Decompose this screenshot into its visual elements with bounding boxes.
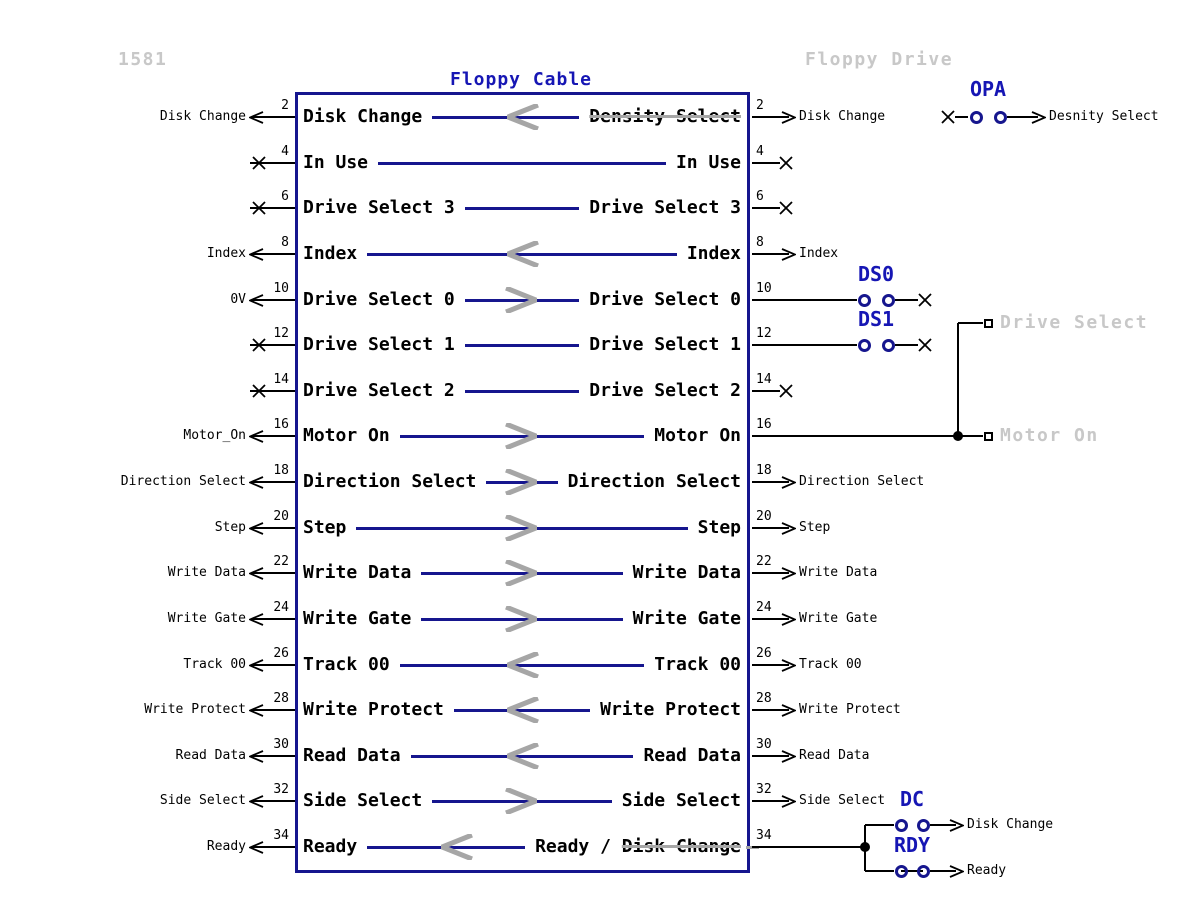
arrow-left-icon (249, 704, 264, 717)
cable-signal-label-right: Drive Select 1 (589, 334, 741, 355)
jumper-label: DS1 (857, 307, 895, 331)
cable-signal-label-left: Side Select (303, 790, 423, 811)
pin-number-left: 6 (281, 189, 289, 204)
arrow-left-icon (249, 795, 264, 808)
jumper-label: DS0 (857, 262, 895, 286)
arrow-left-icon (249, 111, 264, 124)
arrow-left-icon (249, 294, 264, 307)
signal-direction-left-icon (507, 652, 539, 678)
cable-signal-label-left: Write Gate (303, 608, 412, 629)
right-device-header: Floppy Drive (805, 49, 954, 70)
signal-direction-left-icon (507, 743, 539, 769)
terminal-square (984, 432, 993, 441)
cable-signal-label-right (535, 836, 741, 858)
cable-signal-label-right-struck: Disk Change (621, 836, 741, 857)
pin-number-left: 4 (281, 144, 289, 159)
external-signal-label: Direction Select (120, 474, 246, 489)
pin-stub-line (752, 162, 780, 164)
jumper-lead-line (955, 116, 968, 118)
cable-signal-label-right: Track 00 (654, 654, 741, 675)
tap-riser-line (957, 323, 959, 436)
signal-direction-right-icon (505, 423, 537, 449)
no-connect-icon (778, 383, 794, 399)
signal-direction-left-icon (507, 104, 539, 130)
jumper-pin (858, 339, 871, 352)
pin-number-left: 12 (273, 326, 289, 341)
jumper-tail-line (895, 299, 918, 301)
cable-signal-label-left: Index (303, 243, 358, 264)
jumper-pin (895, 865, 908, 878)
external-signal-label: Track 00 (799, 657, 862, 672)
external-signal-label: Motor_On (183, 428, 246, 443)
no-connect-icon (940, 109, 956, 125)
no-connect-icon (778, 155, 794, 171)
jumper-pin (895, 819, 908, 832)
external-signal-label: Read Data (175, 748, 246, 763)
no-connect-icon (778, 200, 794, 216)
external-signal-label: Write Protect (799, 702, 901, 717)
arrow-right-icon (1031, 111, 1046, 124)
pin-number-left: 28 (273, 691, 289, 706)
cable-signal-label-right: Motor On (654, 425, 741, 446)
cable-signal-label-left: Write Data (303, 562, 412, 583)
cable-signal-label-left: Read Data (303, 745, 401, 766)
external-signal-label: Read Data (799, 748, 870, 763)
cable-signal-label-right: Read Data (643, 745, 741, 766)
external-signal-label: Disk Change (967, 817, 1054, 832)
signal-direction-left-icon (441, 834, 473, 860)
no-connect-icon (251, 383, 267, 399)
tap-line (958, 435, 983, 437)
cable-signal-label-right-plain: Ready / (535, 836, 622, 857)
jumper-tail-line (895, 344, 918, 346)
signal-direction-right-icon (505, 606, 537, 632)
external-signal-label: Ready (206, 839, 246, 854)
pin-number-left: 20 (273, 509, 289, 524)
cable-signal-label-left: Step (303, 517, 347, 538)
signal-direction-left-icon (507, 241, 539, 267)
signal-direction-right-icon (505, 560, 537, 586)
branch-line (865, 824, 894, 826)
cable-row (303, 197, 741, 219)
pin-number-right: 4 (756, 144, 764, 159)
jumper-pin (917, 819, 930, 832)
external-signal-label: Side Select (799, 793, 886, 808)
arrow-left-icon (249, 841, 264, 854)
jumper-pin (882, 339, 895, 352)
cable-signal-label-left: Direction Select (303, 471, 477, 492)
pin-number-right: 12 (756, 326, 772, 341)
external-signal-label: Track 00 (183, 657, 246, 672)
cable-signal-label-right: Index (686, 243, 741, 264)
pin-number-left: 8 (281, 235, 289, 250)
drive-select-tap-label: Drive Select (1000, 312, 1149, 333)
cable-signal-label-left: In Use (303, 152, 369, 173)
cable-signal-label-left: Drive Select 2 (303, 380, 455, 401)
tap-line (958, 322, 983, 324)
cable-signal-label-right: Density Select (589, 106, 741, 127)
pin-stub-line (752, 390, 780, 392)
cable-signal-label-left: Track 00 (303, 654, 390, 675)
cable-signal-label-left: Disk Change (303, 106, 423, 127)
cable-signal-label-right: Direction Select (567, 471, 741, 492)
cable-signal-label-right: Drive Select 3 (589, 197, 741, 218)
external-signal-label: Index (206, 246, 246, 261)
pin-number-right: 2 (756, 98, 764, 113)
pin-stub-line (752, 207, 780, 209)
signal-direction-right-icon (505, 515, 537, 541)
external-signal-label: Write Protect (144, 702, 246, 717)
pin-number-left: 22 (273, 554, 289, 569)
external-signal-label: Write Data (167, 565, 246, 580)
arrow-right-icon (781, 613, 796, 626)
pin-number-right: 32 (756, 782, 772, 797)
arrow-left-icon (249, 430, 264, 443)
cable-signal-label-left: Drive Select 0 (303, 289, 455, 310)
cable-signal-label-right: Drive Select 0 (589, 289, 741, 310)
arrow-right-icon (781, 795, 796, 808)
pin-number-left: 2 (281, 98, 289, 113)
pin-number-left: 16 (273, 417, 289, 432)
cable-wire (465, 207, 580, 210)
signal-direction-right-icon (505, 287, 537, 313)
pin-stub-line (752, 299, 857, 301)
pin-stub-line (752, 435, 958, 437)
pin-number-left: 26 (273, 646, 289, 661)
pin-stub-line (752, 846, 865, 848)
arrow-right-icon (781, 522, 796, 535)
pin-number-right: 26 (756, 646, 772, 661)
pin-number-right: 34 (756, 828, 772, 843)
external-signal-label: Ready (967, 863, 1007, 878)
arrow-right-icon (781, 111, 796, 124)
signal-direction-left-icon (507, 697, 539, 723)
cable-signal-label-left: Ready (303, 836, 358, 857)
pin-number-right: 8 (756, 235, 764, 250)
pin-number-right: 6 (756, 189, 764, 204)
cable-signal-label-left: Write Protect (303, 699, 444, 720)
pin-number-right: 16 (756, 417, 772, 432)
pin-number-right: 18 (756, 463, 772, 478)
cable-signal-label-right: Write Protect (600, 699, 741, 720)
branch-riser-line (864, 825, 866, 871)
pin-stub-line (752, 344, 857, 346)
jumper-label: RDY (893, 833, 931, 857)
external-signal-label: Desnity Select (1049, 109, 1159, 124)
no-connect-icon (917, 337, 933, 353)
external-signal-label: Side Select (159, 793, 246, 808)
jumper-pin (858, 294, 871, 307)
left-device-header: 1581 (118, 49, 168, 70)
cable-signal-label-left: Drive Select 1 (303, 334, 455, 355)
cable-signal-label-right: Side Select (621, 790, 741, 811)
arrow-right-icon (781, 659, 796, 672)
jumper-pin (882, 294, 895, 307)
arrow-left-icon (249, 567, 264, 580)
cable-signal-label-right: Step (697, 517, 741, 538)
pin-number-right: 10 (756, 281, 772, 296)
external-signal-label: Disk Change (799, 109, 886, 124)
pin-number-right: 30 (756, 737, 772, 752)
pin-number-right: 28 (756, 691, 772, 706)
jumper-pin (994, 111, 1007, 124)
cable-row (303, 836, 741, 858)
external-signal-label: Write Gate (167, 611, 246, 626)
pin-number-left: 18 (273, 463, 289, 478)
signal-direction-right-icon (505, 788, 537, 814)
external-signal-label: Direction Select (799, 474, 925, 489)
cable-title: Floppy Cable (449, 69, 593, 90)
no-connect-icon (251, 200, 267, 216)
no-connect-icon (917, 292, 933, 308)
arrow-left-icon (249, 248, 264, 261)
pin-number-right: 14 (756, 372, 772, 387)
jumper-label: OPA (969, 77, 1007, 101)
arrow-left-icon (249, 613, 264, 626)
no-connect-icon (251, 155, 267, 171)
cable-wire (432, 116, 579, 119)
arrow-right-icon (781, 476, 796, 489)
cable-signal-label-right: Drive Select 2 (589, 380, 741, 401)
arrow-left-icon (249, 659, 264, 672)
arrow-right-icon (949, 865, 964, 878)
arrow-left-icon (249, 522, 264, 535)
signal-direction-right-icon (505, 469, 537, 495)
terminal-square (984, 319, 993, 328)
cable-wire (378, 162, 666, 165)
external-signal-label: Step (214, 520, 246, 535)
pin-number-left: 24 (273, 600, 289, 615)
no-connect-icon (251, 337, 267, 353)
pin-number-right: 22 (756, 554, 772, 569)
motor-on-tap-label: Motor On (1000, 425, 1099, 446)
external-signal-label: Index (799, 246, 839, 261)
pin-number-left: 34 (273, 828, 289, 843)
jumper-pin (970, 111, 983, 124)
arrow-right-icon (781, 750, 796, 763)
pin-number-left: 14 (273, 372, 289, 387)
cable-wire (465, 344, 580, 347)
external-signal-label: Write Gate (799, 611, 878, 626)
arrow-left-icon (249, 750, 264, 763)
pin-number-left: 32 (273, 782, 289, 797)
cable-row (303, 334, 741, 356)
pin-number-left: 30 (273, 737, 289, 752)
cable-signal-label-right: In Use (675, 152, 741, 173)
cable-signal-label-right: Write Data (632, 562, 741, 583)
arrow-right-icon (781, 567, 796, 580)
arrow-right-icon (781, 704, 796, 717)
cable-signal-label-left: Drive Select 3 (303, 197, 455, 218)
pin-number-right: 20 (756, 509, 772, 524)
jumper-pin (917, 865, 930, 878)
pin-number-right: 24 (756, 600, 772, 615)
arrow-right-icon (781, 248, 796, 261)
jumper-label: DC (899, 787, 925, 811)
external-signal-label: 0V (230, 292, 246, 307)
external-signal-label: Write Data (799, 565, 878, 580)
cable-row (303, 152, 741, 174)
cable-wire (465, 390, 580, 393)
pin-number-left: 10 (273, 281, 289, 296)
cable-signal-label-left: Motor On (303, 425, 390, 446)
cable-row (303, 380, 741, 402)
arrow-left-icon (249, 476, 264, 489)
external-signal-label: Disk Change (159, 109, 246, 124)
cable-signal-label-right: Write Gate (632, 608, 741, 629)
external-signal-label: Step (799, 520, 831, 535)
branch-line (865, 870, 894, 872)
arrow-right-icon (949, 819, 964, 832)
